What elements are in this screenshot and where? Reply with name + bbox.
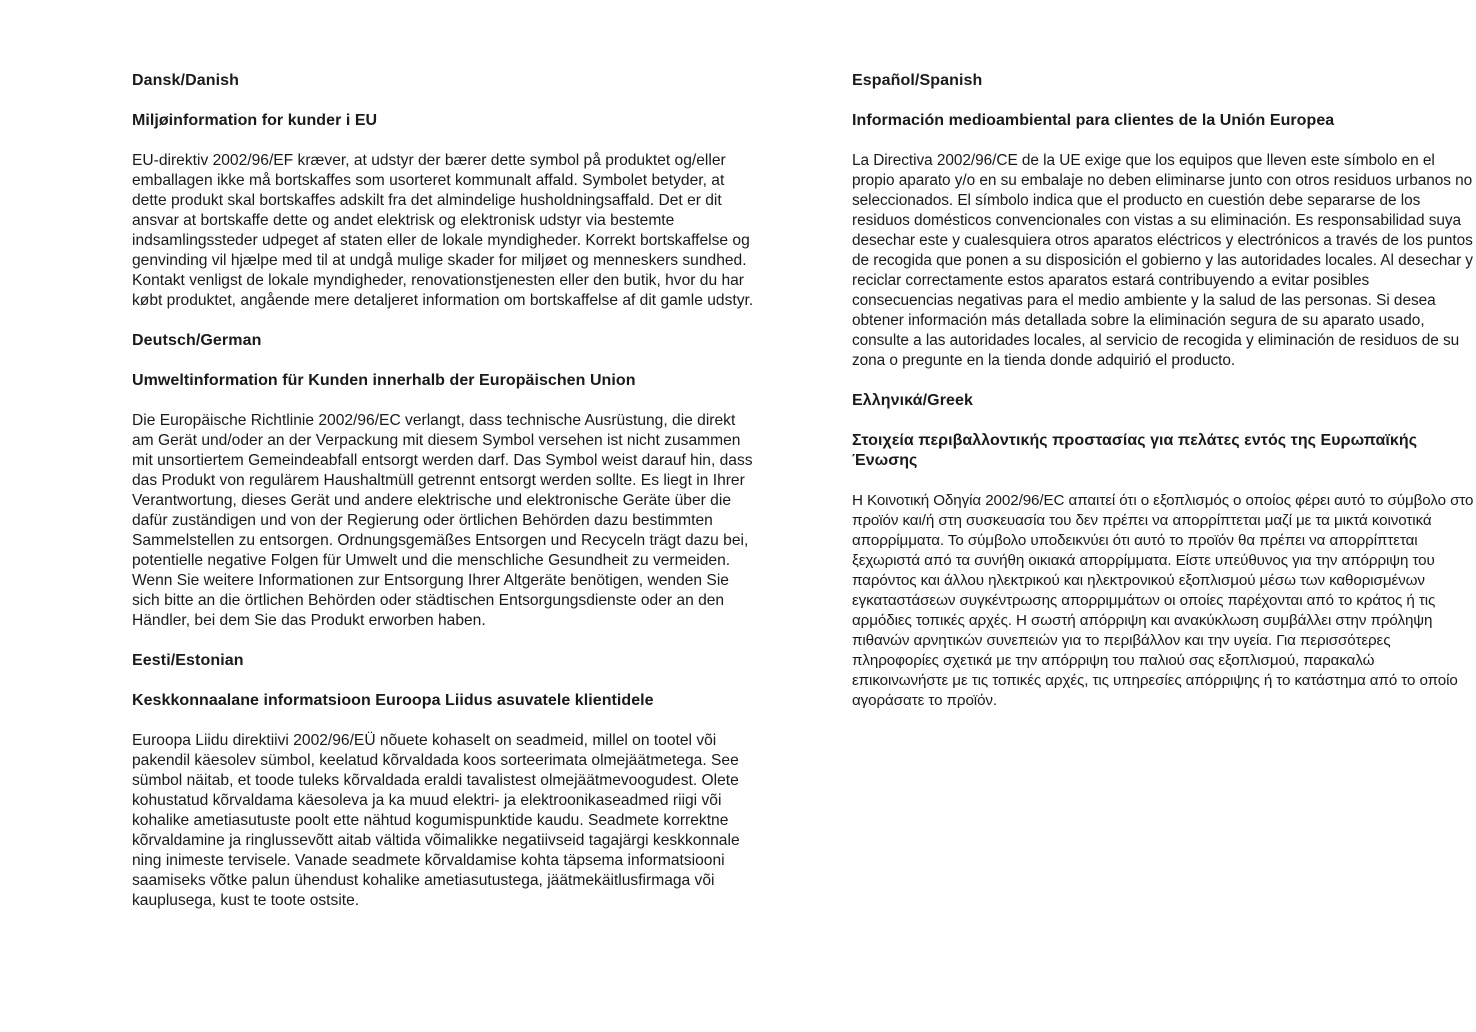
- language-heading-spanish: Español/Spanish: [852, 72, 983, 89]
- section-danish: [132, 71, 760, 311]
- section-body-estonian: Euroopa Liidu direktiivi 2002/96/EÜ nõuete kohaselt on seadmeid, millel on tootel või pakendil käesolev sümbol, keelatud kõrvaldada koos sorteerimata olmejäätmetega. See sümbol näitab, et toode tuleks kõrvaldada eraldi tavalistest olmejäätmevoogudest. Olete kohustatud kõrvaldama käesoleva ja ka muud elektri- ja elektroonikaseadmed riigi või kohalike ametiasutuste poolt ette nähtud kogumispunktide kaudu. Seadmete korrektne kõrvaldamine ja ringlussevõtt aitab vältida võimalikke negatiivseid tagajärgi keskkonnale ning inimeste tervisele. Vanade seadmete kõrvaldamise kohta täpsema informatsiooni saamiseks võtke palun ühendust kohalike ametiasutustega, jäätmekäitlusfirmaga või kauplusega, kust te toote ostsite.: [132, 732, 740, 909]
- section-german: [132, 331, 760, 631]
- section-title-estonian: Keskkonnaalane informatsioon Euroopa Liidus asuvatele klientidele: [132, 692, 654, 709]
- section-title-danish: Miljøinformation for kunder i EU: [132, 112, 378, 129]
- section-title-spanish: Información medioambiental para clientes de la Unión Europea: [852, 112, 1335, 129]
- section-body-danish: EU-direktiv 2002/96/EF kræver, at udstyr der bærer dette symbol på produktet og/eller emballagen ikke må bortskaffes som usorteret kommunalt affald. Symbolet betyder, at dette produkt skal bortskaffes adskilt fra det almindelige husholdningsaffald. Det er dit ansvar at bortskaffe dette og andet elektrisk og elektronisk udstyr via bestemte indsamlingssteder udpeget af staten eller de lokale myndigheder. Korrekt bortskaffelse og genvinding vil hjælpe med til at undgå mulige skader for miljøet og menneskers sundhed. Kontakt venligst de lokale myndigheder, renovationstjenesten eller den butik, hvor du har købt produktet, angående mere detaljeret information om bortskaffelse af dit gamle udstyr.: [132, 152, 754, 309]
- section-title-greek: Στοιχεία περιβαλλοντικής προστασίας για πελάτες εντός της Ευρωπαϊκής Ένωσης: [852, 432, 1418, 469]
- section-body-greek: Η Κοινοτική Οδηγία 2002/96/EC απαιτεί ότι ο εξοπλισμός ο οποίος φέρει αυτό το σύμβολο στο προϊόν και/ή στη συσκευασία του δεν πρέπει να απορρίπτεται μαζί με τα μικτά κοινοτικά απορρίμματα. Το σύμβολο υποδεικνύει ότι αυτό το προϊόν θα πρέπει να απορρίπτεται ξεχωριστά από τα συνήθη οικιακά απορρίμματα. Είστε υπεύθυνος για την απόρριψη του παρόντος και άλλου ηλεκτρικού και ηλεκτρονικού εξοπλισμού μέσω των καθορισμένων εγκαταστάσεων συγκέντρωσης απορριμμάτων οι οποίες παρέχονται από το κράτος ή τις αρμόδιες τοπικές αρχές. Η σωστή απόρριψη και ανακύκλωση συμβάλλει στην πρόληψη πιθανών αρνητικών συνεπειών για το περιβάλλον και την υγεία. Για περισσότερες πληροφορίες σχετικά με την απόρριψη του παλιού σας εξοπλισμού, παρακαλώ επικοινωνήστε με τις τοπικές αρχές, τις υπηρεσίες απόρριψης ή το κατάστημα από το οποίο αγοράσατε το προϊόν.: [852, 492, 1474, 709]
- section-body-spanish: La Directiva 2002/96/CE de la UE exige que los equipos que lleven este símbolo en el propio aparato y/o en su embalaje no deben eliminarse junto con otros residuos urbanos no seleccionados. El símbolo indica que el producto en cuestión debe separarse de los residuos domésticos convencionales con vistas a su eliminación. Es responsabilidad suya desechar este y cualesquiera otros aparatos eléctricos y electrónicos a través de los puntos de recogida que ponen a su disposición el gobierno y las autoridades locales. Al desechar y reciclar correctamente estos aparatos estará contribuyendo a evitar posibles consecuencias negativas para el medio ambiente y la salud de las personas. Si desea obtener información más detallada sobre la eliminación segura de su aparato usado, consulte a las autoridades locales, al servicio de recogida y eliminación de residuos de su zona o pregunte en la tienda donde adquirió el producto.: [852, 152, 1473, 369]
- section-greek: [852, 391, 1474, 711]
- right-column: [852, 71, 1474, 731]
- language-heading-danish: Dansk/Danish: [132, 72, 240, 89]
- section-body-german: Die Europäische Richtlinie 2002/96/EC verlangt, dass technische Ausrüstung, die direkt am Gerät und/oder an der Verpackung mit diesem Symbol versehen ist nicht zusammen mit unsortiertem Gemeindeabfall entsorgt werden darf. Das Symbol weist darauf hin, dass das Produkt von regulärem Haushaltmüll getrennt entsorgt werden sollte. Es liegt in Ihrer Verantwortung, dieses Gerät und andere elektrische und elektronische Geräte über die dafür zuständigen und von der Regierung oder örtlichen Behörden dazu bestimmten Sammelstellen zu entsorgen. Ordnungsgemäßes Entsorgen und Recyceln trägt dazu bei, potentielle negative Folgen für Umwelt und die menschliche Gesundheit zu vermeiden. Wenn Sie weitere Informationen zur Entsorgung Ihrer Altgeräte benötigen, wenden Sie sich bitte an die örtlichen Behörden oder städtischen Entsorgungsdienste oder an den Händler, bei dem Sie das Produkt erworben haben.: [132, 412, 753, 629]
- language-heading-greek: Ελληνικά/Greek: [852, 392, 974, 409]
- left-column: [132, 71, 760, 931]
- section-spanish: [852, 71, 1474, 371]
- section-title-german: Umweltinformation für Kunden innerhalb der Europäischen Union: [132, 372, 636, 389]
- language-heading-estonian: Eesti/Estonian: [132, 652, 244, 669]
- language-heading-german: Deutsch/German: [132, 332, 262, 349]
- section-estonian: [132, 651, 760, 911]
